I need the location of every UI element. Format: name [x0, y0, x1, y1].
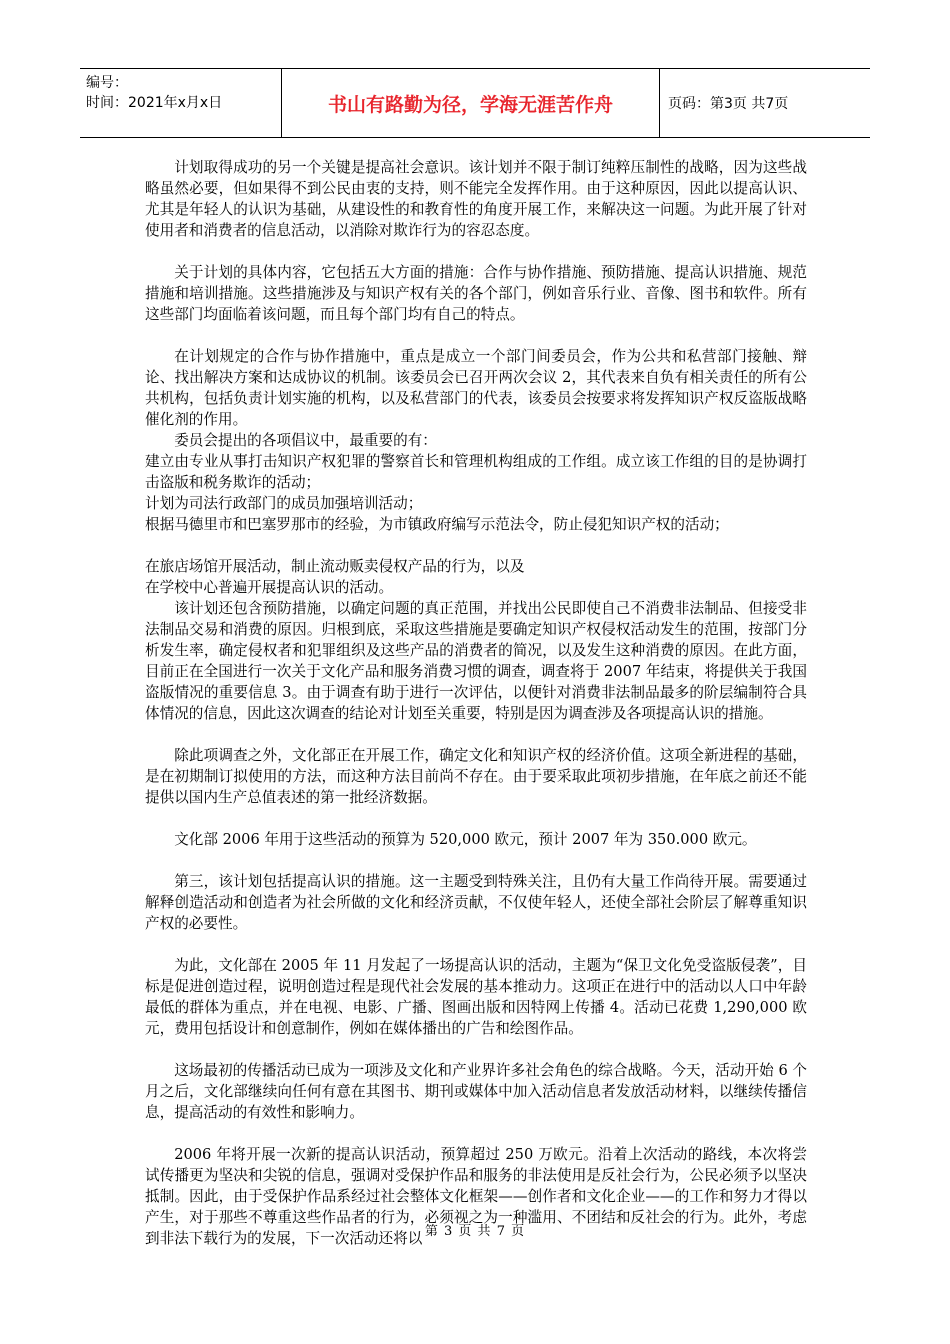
- list-item: 根据马德里市和巴塞罗那市的经验，为市镇政府编写示范法令，防止侵犯知识产权的活动；: [145, 516, 729, 533]
- paragraph: 2006 年将开展一次新的提高认识活动，预算超过 250 万欧元。沿着上次活动的路线，本次将尝试传播更为坚决和尖锐的信息，强调对受保护作品和服务的非法使用是反社会行为，公民必须予以坚决抵制。因此，由于受保护作品系经过社会整体文化框架——创作者和文化企业——的工作和努力才得以产生，对于那些不尊重这些作品者的行为，必须视之为一种滥用、不团结和反社会的行为。此外，考虑到非法下载行为的发展，下一次活动还将以: [145, 1146, 807, 1247]
- document-body: [145, 157, 807, 1249]
- header-meta: [80, 69, 282, 137]
- paragraph: 为此，文化部在 2005 年 11 月发起了一场提高认识的活动，主题为“保卫文化免受盗版侵袭”，目标是促进创造过程，说明创造过程是现代社会发展的基本推动力。这项正在进行中的活动以人口中年龄最低的群体为重点，并在电视、电影、广播、图画出版和因特网上传播 4。活动已花费 1,290,000 欧元，费用包括设计和创意制作，例如在媒体播出的广告和绘图作品。: [145, 957, 807, 1037]
- list-item: 建立由专业从事打击知识产权犯罪的警察首长和管理机构组成的工作组。成立该工作组的目的是协调打击盗版和税务欺诈的活动；: [145, 453, 807, 491]
- paragraph: 该计划还包含预防措施，以确定问题的真正范围，并找出公民即使自己不消费非法制品、但接受非法制品交易和消费的原因。归根到底，采取这些措施是要确定知识产权侵权活动发生的范围，按部门分析发生率，确定侵权者和犯罪组织及这些产品的消费者的简况，以及发生这种消费的原因。在此方面，目前正在全国进行一次关于文化产品和服务消费习惯的调查，调查将于 2007 年结束，将提供关于我国盗版情况的重要信息 3。由于调查有助于进行一次评估，以便针对消费非法制品最多的阶层编制符合具体情况的信息，因此这次调查的结论对计划至关重要，特别是因为调查涉及各项提高认识的措施。: [145, 600, 807, 722]
- paragraph: 第三，该计划包括提高认识的措施。这一主题受到特殊关注，且仍有大量工作尚待开展。需要通过解释创造活动和创造者为社会所做的文化和经济贡献，不仅使年轻人，还使全部社会阶层了解尊重知识产权的必要性。: [145, 873, 807, 932]
- page-footer: 第 3 页 共 7 页: [424, 1224, 526, 1239]
- paragraph: 委员会提出的各项倡议中，最重要的有：: [174, 432, 437, 449]
- header-page-number: 页码：第3页 共7页: [668, 96, 789, 112]
- paragraph: 在计划规定的合作与协作措施中，重点是成立一个部门间委员会，作为公共和私营部门接触、辩论、找出解决方案和达成协议的机制。该委员会已召开两次会议 2，其代表来自负有相关责任的所有公共机构，包括负责计划实施的机构，以及私营部门的代表，该委员会按要求将发挥知识产权反盗版战略催化剂的作用。: [145, 348, 807, 428]
- paragraph: 这场最初的传播活动已成为一项涉及文化和产业界许多社会角色的综合战略。今天，活动开始 6 个月之后，文化部继续向任何有意在其图书、期刊或媒体中加入活动信息者发放活动材料，以继续传播信息，提高活动的有效性和影响力。: [145, 1062, 807, 1121]
- paragraph: 关于计划的具体内容，它包括五大方面的措施：合作与协作措施、预防措施、提高认识措施、规范措施和培训措施。这些措施涉及与知识产权有关的各个部门，例如音乐行业、音像、图书和软件。所有这些部门均面临着该问题，而且每个部门均有自己的特点。: [145, 264, 807, 323]
- page-header: [80, 68, 870, 138]
- list-item: 在学校中心普遍开展提高认识的活动。: [145, 579, 394, 596]
- header-motto: 书山有路勤为径，学海无涯苦作舟: [282, 69, 660, 137]
- paragraph: 计划取得成功的另一个关键是提高社会意识。该计划并不限于制订纯粹压制性的战略，因为这些战略虽然必要，但如果得不到公民由衷的支持，则不能完全发挥作用。由于这种原因，因此以提高认识、尤其是年轻人的认识为基础，从建设性的和教育性的角度开展工作，来解决这一问题。为此开展了针对使用者和消费者的信息活动，以消除对欺诈行为的容忍态度。: [145, 159, 807, 239]
- paragraph: 除此项调查之外，文化部正在开展工作，确定文化和知识产权的经济价值。这项全新进程的基础，是在初期制订拟使用的方法，而这种方法目前尚不存在。由于要采取此项初步措施，在年底之前还不能提供以国内生产总值表述的第一批经济数据。: [145, 747, 807, 806]
- document-time: 时间：2021年x月x日: [86, 95, 223, 111]
- document-number: 编号：: [86, 75, 128, 91]
- list-item: 在旅店场馆开展活动，制止流动贩卖侵权产品的行为，以及: [145, 558, 525, 575]
- paragraph: 文化部 2006 年用于这些活动的预算为 520,000 欧元，预计 2007 年为 350.000 欧元。: [174, 831, 757, 848]
- list-item: 计划为司法行政部门的成员加强培训活动；: [145, 495, 423, 512]
